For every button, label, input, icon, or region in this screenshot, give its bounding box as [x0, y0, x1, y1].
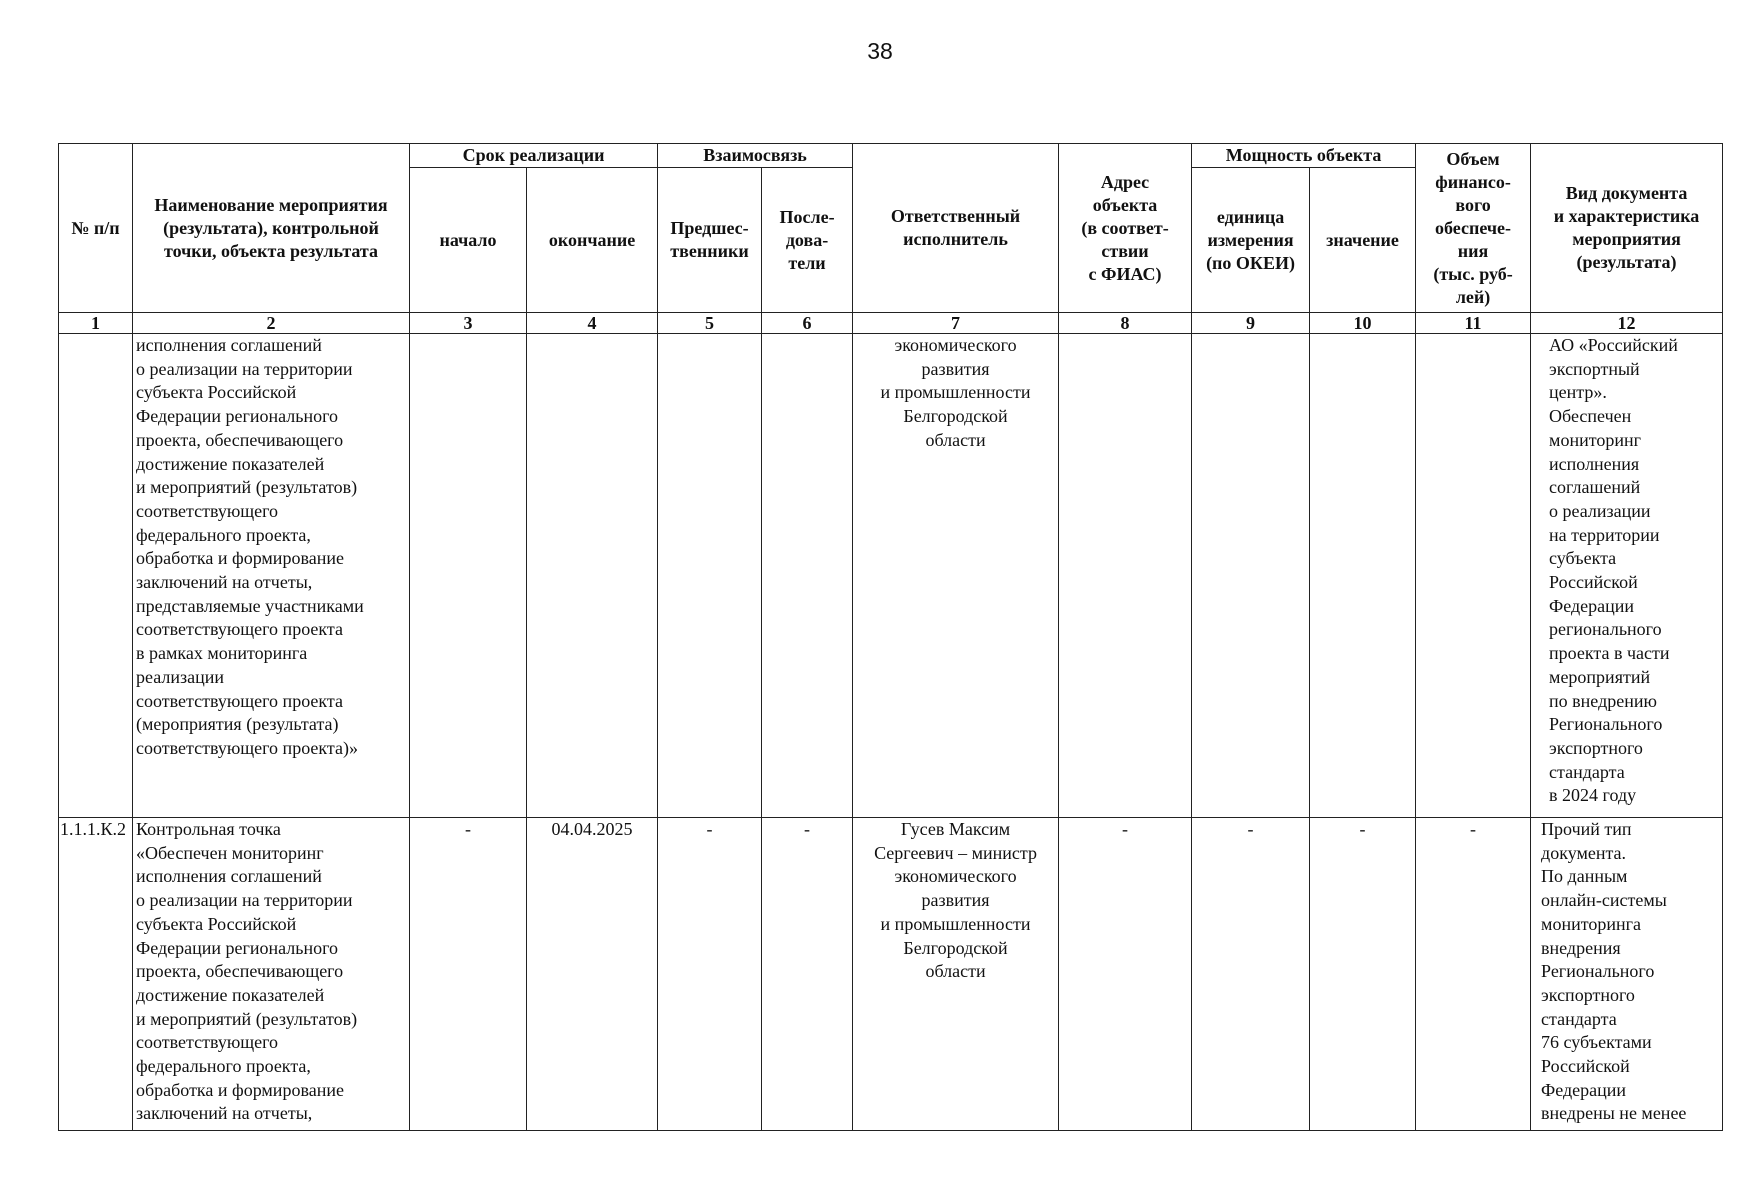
row-executor: экономического развития и промышленности Белгородской области [853, 334, 1059, 818]
header-term-group: Срок реализации [410, 144, 658, 168]
header-funding: Объем финансо- вого обеспече- ния (тыс. руб- лей) [1416, 144, 1531, 313]
page-number: 38 [867, 38, 893, 64]
column-number: 7 [853, 313, 1059, 334]
row-value [1310, 334, 1416, 818]
row-successors: - [762, 818, 853, 1131]
table-row [59, 334, 1723, 818]
row-id: 1.1.1.К.2 [59, 818, 133, 1131]
header-term-start: начало [410, 168, 527, 313]
row-predecessors [658, 334, 762, 818]
header-value: значение [1310, 168, 1416, 313]
header-predecessors: Предшес- твенники [658, 168, 762, 313]
column-number: 11 [1416, 313, 1531, 334]
row-name: Контрольная точка «Обеспечен мониторинг исполнения соглашений о реализации на территории субъекта Российской Федерации регионального проекта, обеспечивающего достижение показателей и мероприятий (результатов) соответствующего федерального проекта, обработка и формирование заключений на отчеты, [133, 818, 410, 1131]
header-executor: Ответственный исполнитель [853, 144, 1059, 313]
row-doc: Прочий тип документа. По данным онлайн-системы мониторинга внедрения Регионального экспортного стандарта 76 субъектами Российской Федерации внедрены не менее [1531, 818, 1723, 1131]
column-number: 6 [762, 313, 853, 334]
project-plan-table [58, 143, 1723, 1131]
row-end [527, 334, 658, 818]
row-unit: - [1192, 818, 1310, 1131]
row-unit [1192, 334, 1310, 818]
row-end: 04.04.2025 [527, 818, 658, 1131]
column-number: 10 [1310, 313, 1416, 334]
header-successors: После- дова- тели [762, 168, 853, 313]
column-number: 5 [658, 313, 762, 334]
row-address: - [1059, 818, 1192, 1131]
table-row [59, 818, 1723, 1131]
header-term-end: окончание [527, 168, 658, 313]
column-number: 9 [1192, 313, 1310, 334]
row-name: исполнения соглашений о реализации на территории субъекта Российской Федерации регионального проекта, обеспечивающего достижение показателей и мероприятий (результатов) соответствующего федерального проекта, обработка и формирование заключений на отчеты, представляемые участниками соответствующего проекта в рамках мониторинга реализации соответствующего проекта (мероприятия (результата) соответствующего проекта)» [133, 334, 410, 818]
header-name: Наименование мероприятия (результата), контрольной точки, объекта результата [133, 144, 410, 313]
column-number: 1 [59, 313, 133, 334]
row-start [410, 334, 527, 818]
column-number: 2 [133, 313, 410, 334]
column-number-row [59, 313, 1723, 334]
row-funding [1416, 334, 1531, 818]
header-address: Адрес объекта (в соответ- ствии с ФИАС) [1059, 144, 1192, 313]
row-predecessors: - [658, 818, 762, 1131]
column-number: 4 [527, 313, 658, 334]
row-executor: Гусев Максим Сергеевич – министр экономического развития и промышленности Белгородской области [853, 818, 1059, 1131]
column-number: 3 [410, 313, 527, 334]
row-start: - [410, 818, 527, 1131]
column-number: 8 [1059, 313, 1192, 334]
row-address [1059, 334, 1192, 818]
header-doc-type: Вид документа и характеристика мероприятия (результата) [1531, 144, 1723, 313]
header-link-group: Взаимосвязь [658, 144, 853, 168]
row-funding: - [1416, 818, 1531, 1131]
header-row-top [59, 144, 1723, 168]
row-id [59, 334, 133, 818]
header-capacity-group: Мощность объекта [1192, 144, 1416, 168]
header-num: № п/п [59, 144, 133, 313]
column-number: 12 [1531, 313, 1723, 334]
row-successors [762, 334, 853, 818]
row-value: - [1310, 818, 1416, 1131]
row-doc: АО «Российский экспортный центр». Обеспечен мониторинг исполнения соглашений о реализации на территории субъекта Российской Федерации регионального проекта в части мероприятий по внедрению Регионального экспортного стандарта в 2024 году [1531, 334, 1723, 818]
header-unit: единица измерения (по ОКЕИ) [1192, 168, 1310, 313]
